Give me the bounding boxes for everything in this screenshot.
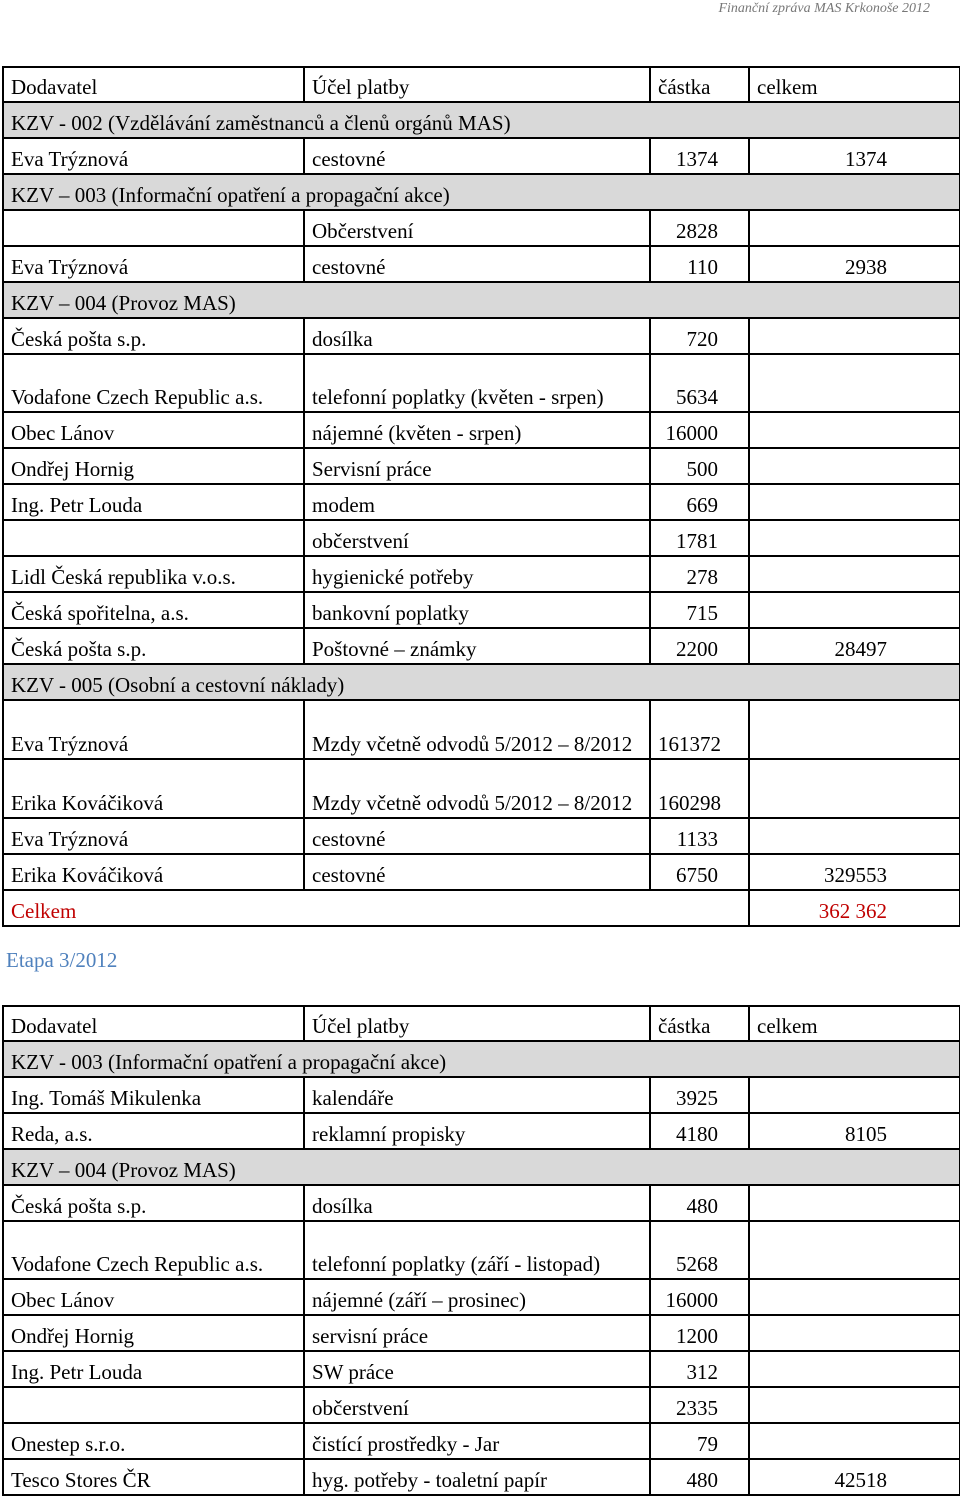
- total-cell: [749, 1387, 960, 1423]
- total-cell: [749, 1185, 960, 1221]
- column-header: Dodavatel: [3, 1006, 304, 1041]
- supplier-cell: Vodafone Czech Republic a.s.: [3, 354, 304, 412]
- table-row: [3, 556, 960, 592]
- table-row: [3, 1185, 960, 1221]
- supplier-cell: [3, 520, 304, 556]
- purpose-cell: modem: [304, 484, 650, 520]
- amount-cell: 1133: [650, 818, 749, 854]
- purpose-cell: bankovní poplatky: [304, 592, 650, 628]
- section-label: KZV – 003 (Informační opatření a propagační akce): [3, 174, 960, 210]
- section-label: KZV – 004 (Provoz MAS): [3, 1149, 960, 1185]
- column-header: Účel platby: [304, 1006, 650, 1041]
- amount-cell: 1374: [650, 138, 749, 174]
- table-row: [3, 1221, 960, 1279]
- section-row: [3, 1149, 960, 1185]
- purpose-cell: Občerstvení: [304, 210, 650, 246]
- purpose-cell: nájemné (květen - srpen): [304, 412, 650, 448]
- amount-cell: 715: [650, 592, 749, 628]
- supplier-cell: Ing. Tomáš Mikulenka: [3, 1077, 304, 1113]
- supplier-cell: Česká spořitelna, a.s.: [3, 592, 304, 628]
- table-row: [3, 1351, 960, 1387]
- purpose-cell: cestovné: [304, 138, 650, 174]
- supplier-cell: Ing. Petr Louda: [3, 1351, 304, 1387]
- amount-cell: 2828: [650, 210, 749, 246]
- purpose-cell: Poštovné – známky: [304, 628, 650, 664]
- header-row: [3, 67, 960, 102]
- table-row: [3, 1459, 960, 1495]
- amount-cell: 1200: [650, 1315, 749, 1351]
- supplier-cell: Eva Trýznová: [3, 818, 304, 854]
- supplier-cell: Obec Lánov: [3, 1279, 304, 1315]
- purpose-cell: hyg. potřeby - toaletní papír: [304, 1459, 650, 1495]
- amount-cell: 480: [650, 1459, 749, 1495]
- section-label: KZV - 005 (Osobní a cestovní náklady): [3, 664, 960, 700]
- total-cell: [749, 1315, 960, 1351]
- supplier-cell: Erika Kováčiková: [3, 854, 304, 890]
- purpose-cell: občerstvení: [304, 1387, 650, 1423]
- column-header: celkem: [749, 1006, 960, 1041]
- supplier-cell: Česká pošta s.p.: [3, 628, 304, 664]
- purpose-cell: cestovné: [304, 246, 650, 282]
- total-cell: [749, 318, 960, 354]
- stage-heading: Etapa 3/2012: [6, 948, 118, 972]
- page-header: Finanční zpráva MAS Krkonoše 2012: [718, 1, 930, 16]
- table-row: [3, 448, 960, 484]
- supplier-cell: [3, 210, 304, 246]
- total-cell: [749, 700, 960, 759]
- purpose-cell: nájemné (září – prosinec): [304, 1279, 650, 1315]
- table-row: [3, 1113, 960, 1149]
- section-row: [3, 174, 960, 210]
- payments-table-2: [2, 1005, 960, 1496]
- section-row: [3, 1041, 960, 1077]
- section-label: KZV - 002 (Vzdělávání zaměstnanců a členů orgánů MAS): [3, 102, 960, 138]
- purpose-cell: cestovné: [304, 854, 650, 890]
- amount-cell: 500: [650, 448, 749, 484]
- header-row: [3, 1006, 960, 1041]
- amount-cell: 3925: [650, 1077, 749, 1113]
- total-cell: 329553: [749, 854, 960, 890]
- section-label: KZV – 004 (Provoz MAS): [3, 282, 960, 318]
- purpose-cell: občerstvení: [304, 520, 650, 556]
- amount-cell: 110: [650, 246, 749, 282]
- total-cell: 2938: [749, 246, 960, 282]
- total-cell: [749, 1221, 960, 1279]
- total-cell: 8105: [749, 1113, 960, 1149]
- supplier-cell: Eva Trýznová: [3, 138, 304, 174]
- table-row: [3, 354, 960, 412]
- purpose-cell: servisní práce: [304, 1315, 650, 1351]
- total-cell: 42518: [749, 1459, 960, 1495]
- purpose-cell: kalendáře: [304, 1077, 650, 1113]
- section-label: KZV - 003 (Informační opatření a propagační akce): [3, 1041, 960, 1077]
- purpose-cell: telefonní poplatky (květen - srpen): [304, 354, 650, 412]
- supplier-cell: [3, 1387, 304, 1423]
- total-cell: [749, 484, 960, 520]
- table-row: [3, 628, 960, 664]
- amount-cell: 720: [650, 318, 749, 354]
- column-header: Účel platby: [304, 67, 650, 102]
- amount-cell: 16000: [650, 412, 749, 448]
- total-cell: [749, 1077, 960, 1113]
- amount-cell: 160298: [650, 759, 749, 818]
- table-row: [3, 1279, 960, 1315]
- section-row: [3, 664, 960, 700]
- supplier-cell: Tesco Stores ČR: [3, 1459, 304, 1495]
- supplier-cell: Ing. Petr Louda: [3, 484, 304, 520]
- total-cell: [749, 210, 960, 246]
- column-header: Dodavatel: [3, 67, 304, 102]
- amount-cell: 669: [650, 484, 749, 520]
- amount-cell: 2335: [650, 1387, 749, 1423]
- column-header: částka: [650, 1006, 749, 1041]
- purpose-cell: čistící prostředky - Jar: [304, 1423, 650, 1459]
- amount-cell: 2200: [650, 628, 749, 664]
- table-row: [3, 818, 960, 854]
- total-cell: [749, 412, 960, 448]
- table-row: [3, 1387, 960, 1423]
- section-row: [3, 102, 960, 138]
- supplier-cell: Lidl Česká republika v.o.s.: [3, 556, 304, 592]
- amount-cell: 5268: [650, 1221, 749, 1279]
- amount-cell: 312: [650, 1351, 749, 1387]
- purpose-cell: telefonní poplatky (září - listopad): [304, 1221, 650, 1279]
- grand-total-row: [3, 890, 960, 926]
- table-row: [3, 700, 960, 759]
- amount-cell: 16000: [650, 1279, 749, 1315]
- purpose-cell: hygienické potřeby: [304, 556, 650, 592]
- total-cell: 28497: [749, 628, 960, 664]
- amount-cell: 278: [650, 556, 749, 592]
- supplier-cell: Obec Lánov: [3, 412, 304, 448]
- amount-cell: 161372: [650, 700, 749, 759]
- column-header: částka: [650, 67, 749, 102]
- total-cell: [749, 354, 960, 412]
- payments-table-1: [2, 66, 960, 927]
- purpose-cell: reklamní propisky: [304, 1113, 650, 1149]
- section-row: [3, 282, 960, 318]
- supplier-cell: Erika Kováčiková: [3, 759, 304, 818]
- amount-cell: 79: [650, 1423, 749, 1459]
- amount-cell: 480: [650, 1185, 749, 1221]
- supplier-cell: Reda, a.s.: [3, 1113, 304, 1149]
- table-row: [3, 138, 960, 174]
- table-row: [3, 412, 960, 448]
- table-row: [3, 1315, 960, 1351]
- table-row: [3, 318, 960, 354]
- total-cell: 1374: [749, 138, 960, 174]
- table-row: [3, 210, 960, 246]
- purpose-cell: dosílka: [304, 318, 650, 354]
- total-cell: [749, 759, 960, 818]
- total-cell: [749, 556, 960, 592]
- table-row: [3, 520, 960, 556]
- amount-cell: 4180: [650, 1113, 749, 1149]
- total-cell: [749, 818, 960, 854]
- total-cell: [749, 1279, 960, 1315]
- supplier-cell: Česká pošta s.p.: [3, 318, 304, 354]
- grand-total-label: Celkem: [3, 890, 749, 926]
- purpose-cell: Mzdy včetně odvodů 5/2012 – 8/2012: [304, 759, 650, 818]
- table-row: [3, 759, 960, 818]
- supplier-cell: Ondřej Hornig: [3, 1315, 304, 1351]
- supplier-cell: Česká pošta s.p.: [3, 1185, 304, 1221]
- purpose-cell: SW práce: [304, 1351, 650, 1387]
- supplier-cell: Ondřej Hornig: [3, 448, 304, 484]
- table-row: [3, 1423, 960, 1459]
- table-row: [3, 854, 960, 890]
- grand-total-value: 362 362: [749, 890, 960, 926]
- supplier-cell: Vodafone Czech Republic a.s.: [3, 1221, 304, 1279]
- amount-cell: 5634: [650, 354, 749, 412]
- table-row: [3, 1077, 960, 1113]
- amount-cell: 6750: [650, 854, 749, 890]
- supplier-cell: Eva Trýznová: [3, 246, 304, 282]
- table-row: [3, 592, 960, 628]
- table-row: [3, 484, 960, 520]
- total-cell: [749, 520, 960, 556]
- total-cell: [749, 448, 960, 484]
- supplier-cell: Onestep s.r.o.: [3, 1423, 304, 1459]
- amount-cell: 1781: [650, 520, 749, 556]
- total-cell: [749, 592, 960, 628]
- purpose-cell: cestovné: [304, 818, 650, 854]
- supplier-cell: Eva Trýznová: [3, 700, 304, 759]
- total-cell: [749, 1351, 960, 1387]
- total-cell: [749, 1423, 960, 1459]
- table-row: [3, 246, 960, 282]
- column-header: celkem: [749, 67, 960, 102]
- purpose-cell: dosílka: [304, 1185, 650, 1221]
- purpose-cell: Mzdy včetně odvodů 5/2012 – 8/2012: [304, 700, 650, 759]
- purpose-cell: Servisní práce: [304, 448, 650, 484]
